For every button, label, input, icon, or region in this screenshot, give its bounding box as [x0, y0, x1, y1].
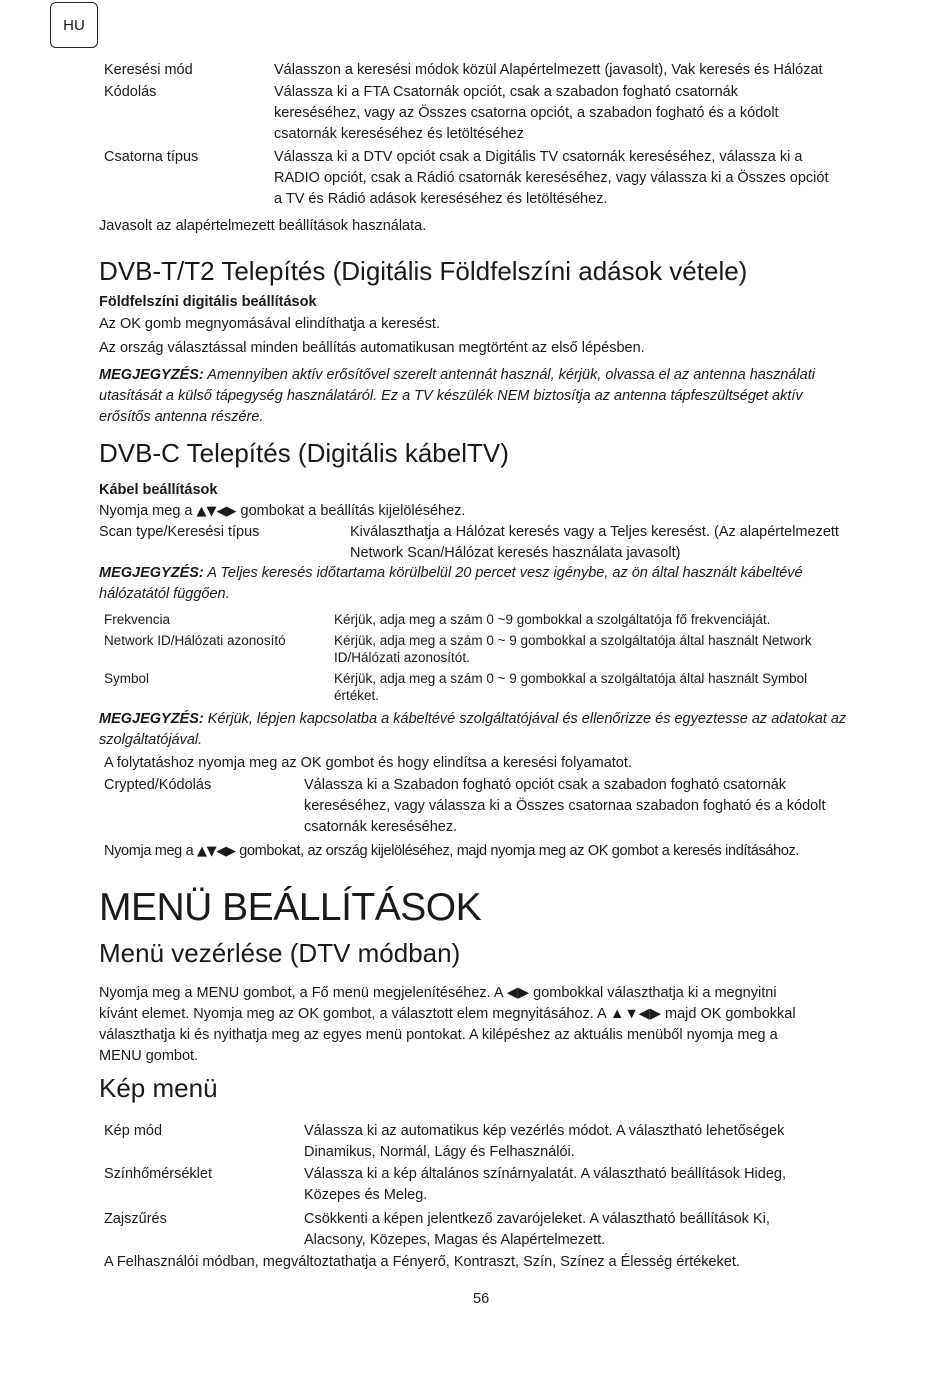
user-mode-text: A Felhasználói módban, megváltoztathatja a Fényerő, Kontraszt, Szín, Színez a Élesség értékeket.	[104, 1254, 740, 1270]
picture-menu-title: Kép menü	[99, 1073, 218, 1103]
param-line: ID/Hálózati azonosítót.	[334, 650, 470, 665]
channel-type-line: RADIO opciót, csak a Rádió csatornák kereséséhez, vagy válassza ki a Összes opciót	[274, 170, 829, 186]
color-temp-label: Színhőmérséklet	[104, 1166, 212, 1182]
menu-control-line: választhatja ki és nyithatja meg az egyes menü pontokat. A kilépéshez az aktuális menüből nyomja meg a	[99, 1027, 778, 1043]
crypted-line: csatornák kereséséhez.	[304, 819, 458, 835]
frequency-label: Frekvencia	[104, 612, 171, 627]
picture-item-line: Dinamikus, Normál, Lágy és Felhasználói.	[304, 1144, 575, 1160]
text: Nyomja meg a	[99, 503, 197, 519]
dvbc-subtitle: Kábel beállítások	[99, 482, 218, 498]
final-instruction	[104, 841, 799, 862]
scan-type-desc	[350, 522, 839, 564]
menu-settings-title: MENÜ BEÁLLÍTÁSOK	[99, 886, 482, 929]
note-label: MEGJEGYZÉS:	[99, 565, 204, 581]
crypted-line: Válassza ki a Szabadon fogható opciót csak a szabadon fogható csatornák	[304, 777, 787, 793]
dvbt-note	[99, 365, 815, 428]
text: gombokat, az ország kijelöléséhez, majd nyomja meg az OK gombot a keresés indításához.	[235, 843, 800, 859]
scan-type-label: Scan type/Keresési típus	[99, 524, 260, 540]
param-line: Kérjük, adja meg a szám 0 ~9 gombokkal a szolgáltatója fő frekvenciáját.	[334, 612, 771, 627]
dvbc-paragraph-1	[99, 501, 465, 522]
note-line: A Teljes keresés időtartama körülbelül 20 percet vesz igénybe, az ön által használt kábeltévé	[203, 565, 803, 581]
network-id-label: Network ID/Hálózati azonosító	[104, 633, 286, 648]
param-line: értéket.	[334, 688, 380, 703]
scan-type-line: Kiválaszthatja a Hálózat keresés vagy a Teljes keresést. (Az alapértelmezett	[350, 524, 839, 540]
color-temp-desc	[304, 1164, 786, 1206]
search-mode-label: Keresési mód	[104, 62, 193, 78]
note-line: hálózatától függően.	[99, 586, 230, 602]
crypted-line: kereséséhez, vagy válassza ki a Összes csatornaa szabadon fogható és a kódolt	[304, 798, 826, 814]
channel-type-label: Csatorna típus	[104, 149, 199, 165]
language-badge: HU	[50, 2, 98, 48]
param-line: Kérjük, adja meg a szám 0 ~ 9 gombokkal a szolgáltatója által használt Symbol	[334, 671, 808, 686]
encoding-line: csatornák kereséséhez és letöltéséhez	[274, 126, 524, 142]
recommend-default-text: Javasolt az alapértelmezett beállítások használata.	[99, 218, 427, 234]
channel-type-desc	[274, 147, 828, 210]
picture-item-line: Alacsony, Közepes, Magas és Alapértelmezett.	[304, 1232, 606, 1248]
picture-mode-label: Kép mód	[104, 1123, 163, 1139]
dvbt-paragraph-2: Az ország választással minden beállítás automatikusan megtörtént az első lépésben.	[99, 340, 645, 356]
continue-text: A folytatáshoz nyomja meg az OK gombot és hogy elindítsa a keresési folyamatot.	[104, 755, 632, 771]
text: gombokat a beállítás kijelöléséhez.	[236, 503, 466, 519]
menu-control-text	[99, 983, 796, 1067]
noise-reduction-desc	[304, 1209, 770, 1251]
encoding-line: kereséséhez, vagy az Összes csatorna opciót, a szabadon fogható és a kódolt	[274, 105, 779, 121]
encoding-label: Kódolás	[104, 84, 157, 100]
dvbc-note-2	[99, 709, 846, 751]
symbol-desc	[334, 670, 807, 704]
crypted-label: Crypted/Kódolás	[104, 777, 212, 793]
picture-mode-desc	[304, 1121, 784, 1163]
menu-control-line: MENU gombot.	[99, 1048, 199, 1064]
encoding-desc	[274, 82, 779, 145]
channel-type-line: a TV és Rádió adások kereséséhez és letöltéséhez.	[274, 191, 608, 207]
text: Nyomja meg a	[104, 843, 197, 859]
dvbc-note-1	[99, 563, 803, 605]
page-number: 56	[473, 1291, 490, 1307]
note-label: MEGJEGYZÉS:	[99, 367, 204, 383]
param-line: Kérjük, adja meg a szám 0 ~ 9 gombokkal a szolgáltatója által használt Network	[334, 633, 812, 648]
picture-item-line: Válassza ki a kép általános színárnyalatát. A választható beállítások Hideg,	[304, 1166, 787, 1182]
dvbt-paragraph-1: Az OK gomb megnyomásával elindíthatja a keresést.	[99, 316, 440, 332]
picture-item-line: Válassza ki az automatikus kép vezérlés módot. A választható lehetőségek	[304, 1123, 785, 1139]
picture-item-line: Közepes és Meleg.	[304, 1187, 428, 1203]
dvbt-section-title: DVB-T/T2 Telepítés (Digitális Földfelszíni adások vétele)	[99, 256, 748, 286]
noise-reduction-label: Zajszűrés	[104, 1211, 167, 1227]
note-line: Amennyiben aktív erősítővel szerelt antennát használ, kérjük, olvassa el az antenna használati	[203, 367, 815, 383]
encoding-line: Válassza ki a FTA Csatornák opciót, csak a szabadon fogható csatornák	[274, 84, 738, 100]
note-line: erősítős antenna részére.	[99, 409, 264, 425]
note-line: szolgáltatójával.	[99, 732, 203, 748]
arrow-keys-icon: ▲▼◀▶	[196, 504, 237, 519]
note-label: MEGJEGYZÉS:	[99, 711, 204, 727]
channel-type-line: Válassza ki a DTV opciót csak a Digitális TV csatornák kereséséhez, válassza ki a	[274, 149, 803, 165]
frequency-desc	[334, 611, 770, 628]
search-mode-line: Válasszon a keresési módok közül Alapértelmezett (javasolt), Vak keresés és Hálózat	[274, 62, 823, 78]
network-id-desc	[334, 632, 812, 666]
crypted-desc	[304, 775, 826, 838]
menu-control-line: Nyomja meg a MENU gombot, a Fő menü megjelenítéséhez. A ◀▶ gombokkal választhatja ki a megnyitni	[99, 985, 777, 1001]
symbol-label: Symbol	[104, 671, 150, 686]
menu-control-title: Menü vezérlése (DTV módban)	[99, 938, 461, 968]
scan-type-line: Network Scan/Hálózat keresés használata javasolt)	[350, 545, 681, 561]
arrow-keys-icon: ▲▼◀▶	[196, 844, 236, 859]
dvbt-subtitle: Földfelszíni digitális beállítások	[99, 294, 317, 310]
picture-item-line: Csökkenti a képen jelentkező zavarójeleket. A választható beállítások Ki,	[304, 1211, 770, 1227]
menu-control-line: kívánt elemet. Nyomja meg az OK gombot, a választott elem megnyitásához. A ▲▼◀▶ majd OK gombokkal	[99, 1006, 796, 1022]
dvbc-section-title: DVB-C Telepítés (Digitális kábelTV)	[99, 438, 509, 468]
note-line: utasítását a külső tápegység használatáról. Ez a TV készülék NEM biztosítja az antenna tápfeszültséget aktív	[99, 388, 803, 404]
search-mode-desc	[274, 60, 823, 81]
note-line: Kérjük, lépjen kapcsolatba a kábeltévé szolgáltatójával és ellenőrizze és egyeztesse az adatokat az	[203, 711, 847, 727]
